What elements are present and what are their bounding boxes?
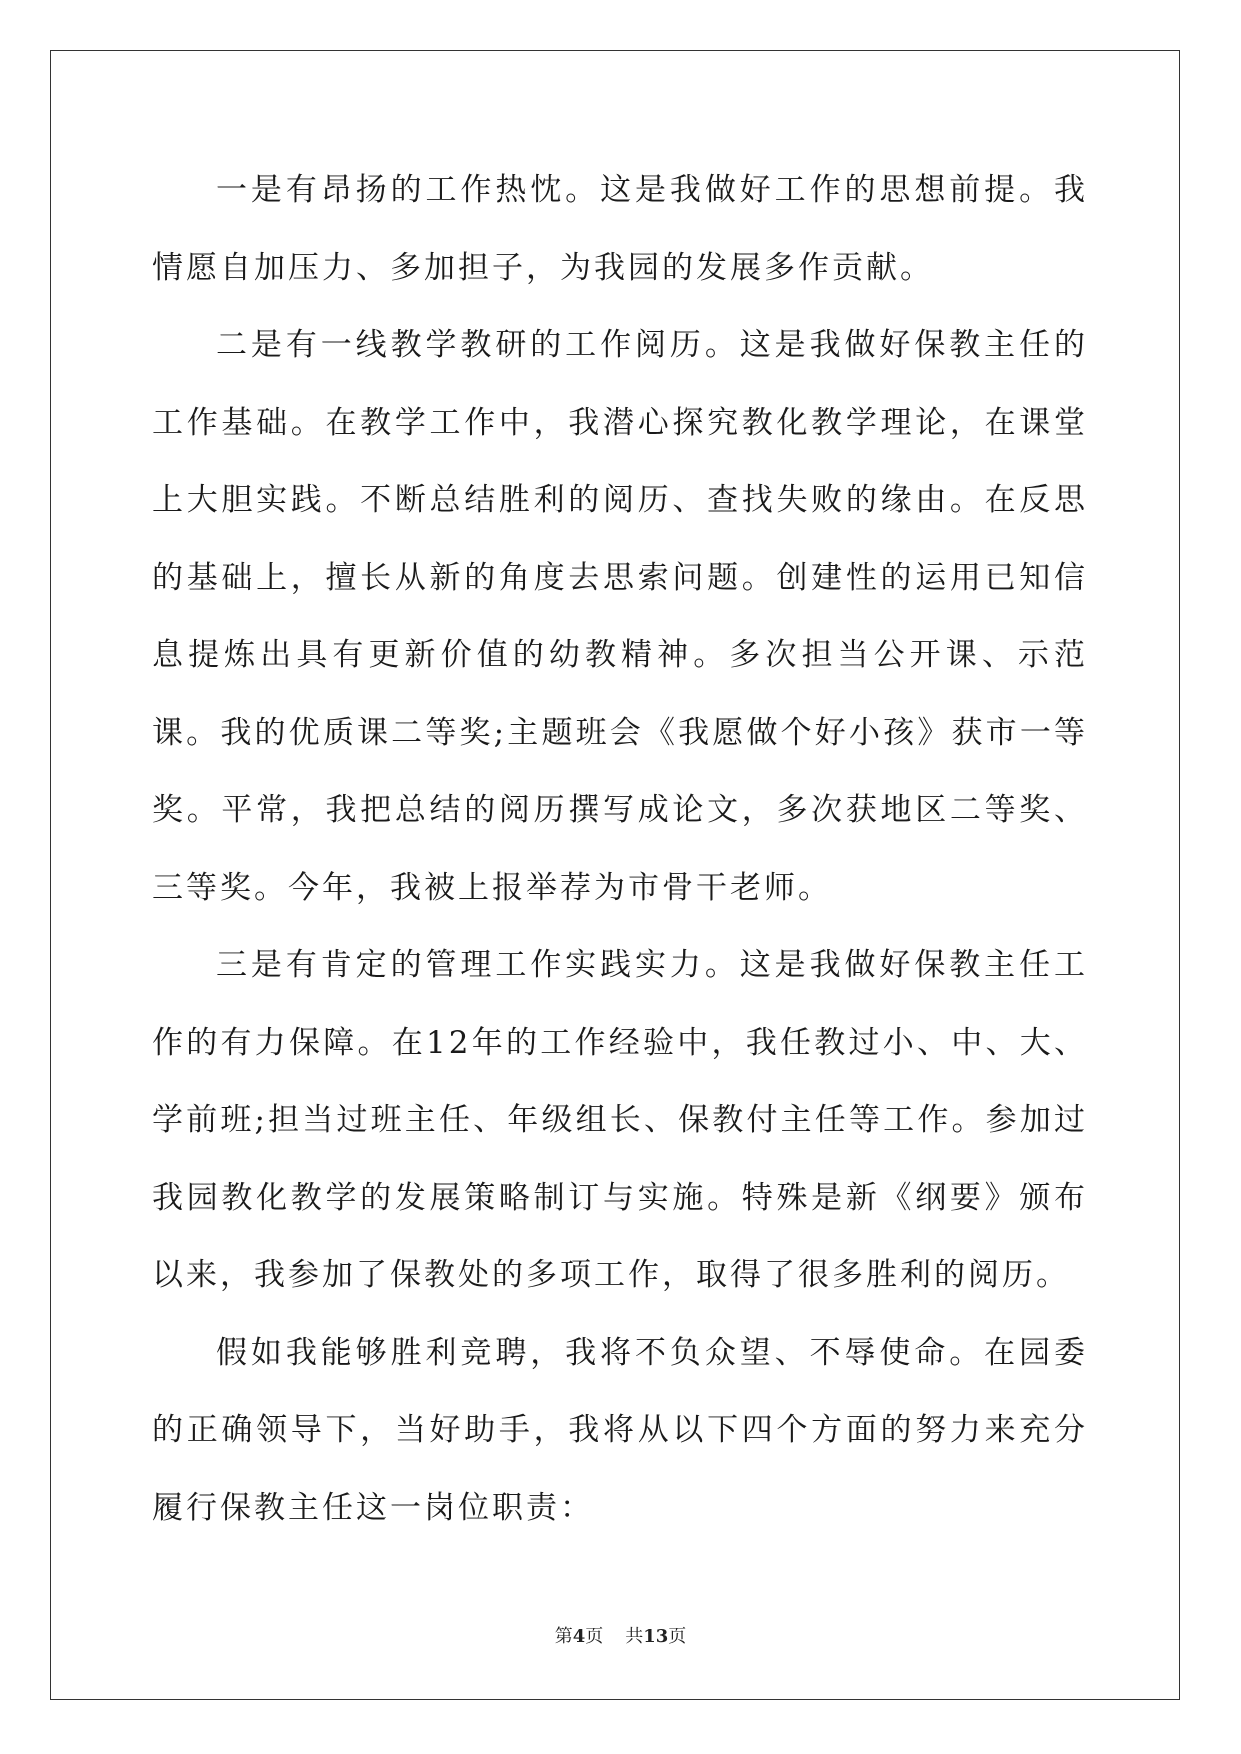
footer-total-prefix: 共: [625, 1626, 644, 1647]
total-page-count: 13: [643, 1626, 669, 1647]
paragraph-2: 二是有一线教学教研的工作阅历。这是我做好保教主任的工作基础。在教学工作中，我潜心探究教化教学理论，在课堂上大胆实践。不断总结胜利的阅历、查找失败的缘由。在反思的基础上，擅长从新的角度去思索问题。创建性的运用已知信息提炼出具有更新价值的幼教精神。多次担当公开课、示范课。我的优质课二等奖;主题班会《我愿做个好小孩》获市一等奖。平常，我把总结的阅历撰写成论文，多次获地区二等奖、三等奖。今年，我被上报举荐为市骨干老师。: [152, 327, 1088, 906]
footer-page-suffix: 页: [585, 1626, 604, 1647]
paragraph-3: 三是有肯定的管理工作实践实力。这是我做好保教主任工作的有力保障。在12年的工作经验中，我任教过小、中、大、学前班;担当过班主任、年级组长、保教付主任等工作。参加过我园教化教学的发展策略制订与实施。特殊是新《纲要》颁布以来，我参加了保教处的多项工作，取得了很多胜利的阅历。: [152, 947, 1088, 1293]
paragraph-1: 一是有昂扬的工作热忱。这是我做好工作的思想前提。我情愿自加压力、多加担子，为我园的发展多作贡献。: [152, 172, 1088, 286]
current-page-number: 4: [572, 1626, 586, 1647]
paragraph-4: 假如我能够胜利竞聘，我将不负众望、不辱使命。在园委的正确领导下，当好助手，我将从以下四个方面的努力来充分履行保教主任这一岗位职责：: [152, 1334, 1088, 1526]
footer-prefix: 第: [554, 1626, 573, 1647]
footer-total-suffix: 页: [668, 1626, 687, 1647]
page-footer: [0, 1622, 1241, 1648]
document-body: [152, 152, 1088, 1547]
